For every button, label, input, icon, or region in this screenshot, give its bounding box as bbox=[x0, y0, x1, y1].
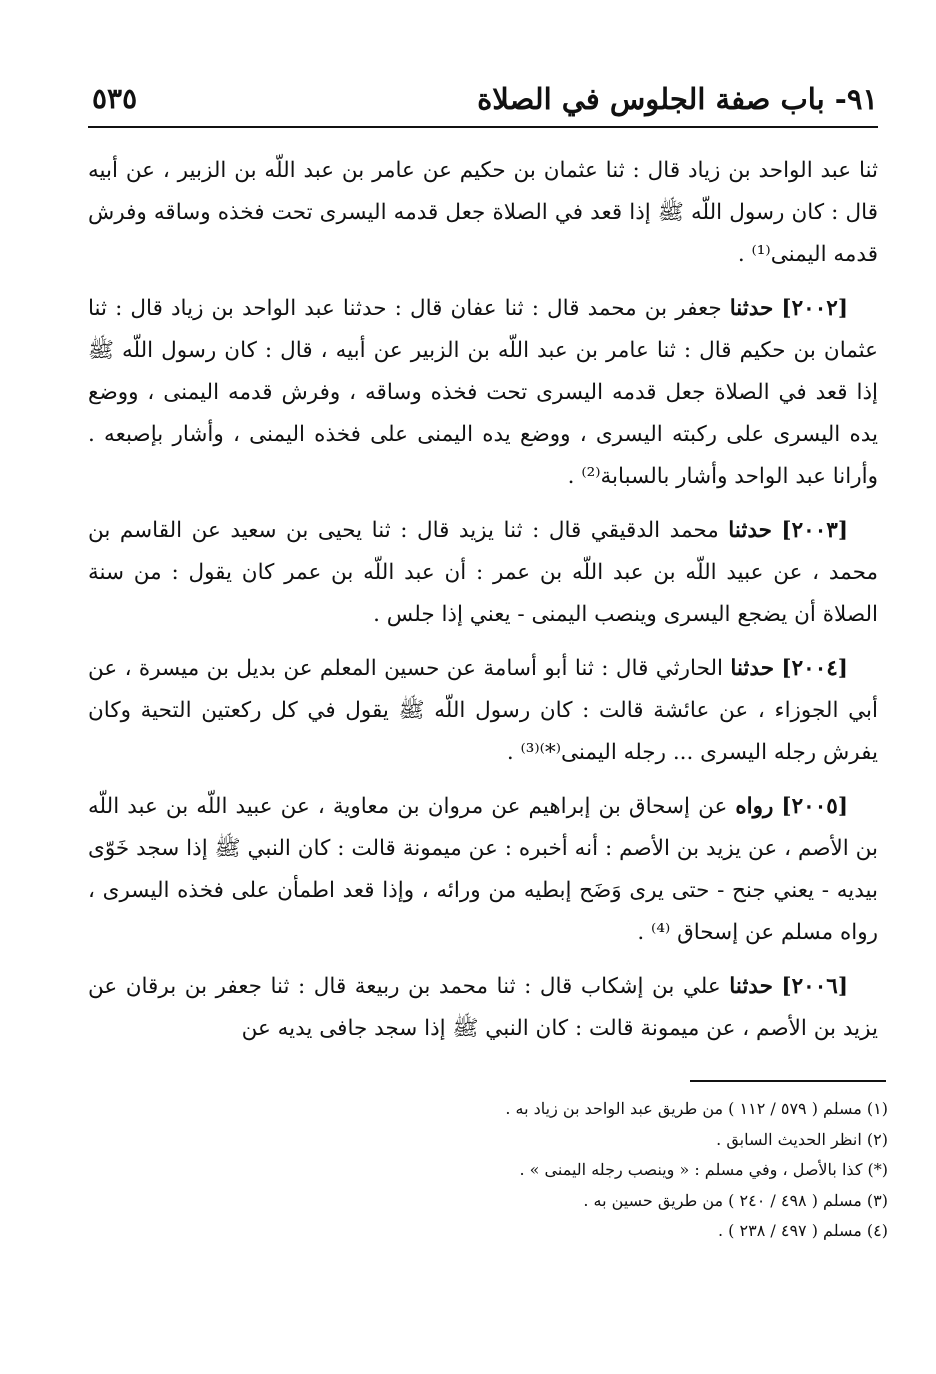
paragraph-text: جعفر بن محمد قال : ثنا عفان قال : حدثنا عبد الواحد بن زياد قال : ثنا عثمان بن حكيم قال : ثنا عامر بن عبد اللّه بن الزبير عن أبيه ، قال : كان رسول اللّه ﷺ إذا قعد في الصلاة جعل قدمه اليسرى تحت فخذه وساقه ، وفرش قدمه اليمنى ، ووضع يده اليسرى على ركبته اليسرى ، ووضع يده اليمنى على فخذه اليمنى ، وأشار بإصبعه . وأرانا عبد الواحد وأشار بالسبابة⁽²⁾ . bbox=[88, 296, 878, 489]
footnote: (*) كذا بالأصل ، وفي مسلم : « وينصب رجله اليمنى » . bbox=[519, 1160, 888, 1179]
main-text bbox=[88, 150, 878, 1062]
page-number: ٥٣٥ bbox=[92, 82, 138, 115]
hadith-2003 bbox=[88, 510, 878, 636]
paragraph-text: ثنا عبد الواحد بن زياد قال : ثنا عثمان بن حكيم عن عامر بن عبد اللّه بن الزبير ، عن أبيه قال : كان رسول اللّه ﷺ إذا قعد في الصلاة جعل قدمه اليسرى تحت فخذه وساقه وفرش قدمه اليمنى⁽¹⁾ . bbox=[88, 158, 878, 267]
narration-keyword: رواه bbox=[735, 794, 774, 819]
hadith-2002 bbox=[88, 288, 878, 498]
footnote-separator bbox=[690, 1080, 886, 1082]
hadith-number: [٢٠٠٦] bbox=[781, 974, 848, 999]
hadith-number: [٢٠٠٣] bbox=[781, 518, 848, 543]
hadith-2006 bbox=[88, 966, 878, 1050]
hadith-number: [٢٠٠٤] bbox=[781, 656, 848, 681]
paragraph-text: علي بن إشكاب قال : ثنا محمد بن ربيعة قال : ثنا جعفر بن برقان عن يزيد بن الأصم ، عن ميمونة قالت : كان النبي ﷺ إذا سجد جافى يديه عن bbox=[88, 974, 878, 1041]
footnotes bbox=[88, 1094, 888, 1247]
footnote: (١) مسلم ( ٥٧٩ / ١١٢ ) من طريق عبد الواحد بن زياد به . bbox=[505, 1099, 888, 1118]
hadith-2004 bbox=[88, 648, 878, 774]
hadith-number: [٢٠٠٥] bbox=[781, 794, 848, 819]
hadith-2005 bbox=[88, 786, 878, 954]
narration-keyword: حدثنا bbox=[729, 296, 774, 321]
paragraph-text: محمد الدقيقي قال : ثنا يزيد قال : ثنا يحيى بن سعيد عن القاسم بن محمد ، عن عبيد اللّه بن عبد اللّه بن عمر : أن عبد اللّه بن عمر كان يقول : من سنة الصلاة أن يضجع اليسرى وينصب اليمنى - يعني إذا جلس . bbox=[88, 518, 878, 627]
paragraph-text: الحارثي قال : ثنا أبو أسامة عن حسين المعلم عن بديل بن ميسرة ، عن أبي الجوزاء ، عن عائشة قالت : كان رسول اللّه ﷺ يقول في كل ركعتين التحية وكان يفرش رجله اليسرى ... رجله اليمنى⁽*⁾⁽³⁾ . bbox=[88, 656, 878, 765]
paragraph-text: عن إسحاق بن إبراهيم عن مروان بن معاوية ، عن عبيد اللّه بن عبد اللّه بن الأصم ، عن يزيد بن الأصم : أنه أخبره : عن ميمونة قالت : كان النبي ﷺ إذا سجد خَوّى بيديه - يعني جنح - حتى يرى وَضَح إبطيه من ورائه ، وإذا قعد اطمأن على فخذه اليسرى ، رواه مسلم عن إسحاق ⁽⁴⁾ . bbox=[88, 794, 878, 945]
footnote: (٤) مسلم ( ٤٩٧ / ٢٣٨ ) . bbox=[718, 1221, 888, 1240]
page-header bbox=[88, 76, 878, 128]
paragraph bbox=[88, 150, 878, 276]
footnote: (٣) مسلم ( ٤٩٨ / ٢٤٠ ) من طريق حسين به . bbox=[583, 1190, 888, 1210]
footnote: (٢) انظر الحديث السابق . bbox=[716, 1129, 888, 1149]
narration-keyword: حدثنا bbox=[730, 656, 774, 681]
hadith-number: [٢٠٠٢] bbox=[781, 296, 848, 321]
narration-keyword: حدثنا bbox=[729, 974, 773, 999]
narration-keyword: حدثنا bbox=[728, 518, 772, 543]
chapter-title: ٩١- باب صفة الجلوس في الصلاة bbox=[477, 82, 878, 116]
